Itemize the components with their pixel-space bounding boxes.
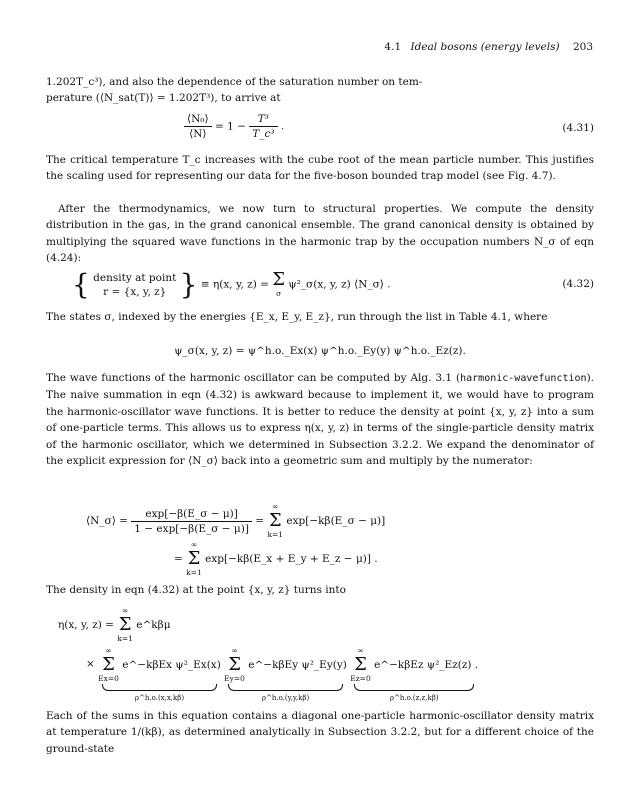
sum-sign: Σ	[268, 510, 282, 531]
para6-text: The density in eqn (4.32) at the point {x, y, z} turns into	[46, 584, 346, 596]
eta-term: e^kβμ	[136, 619, 171, 631]
eq431-lhs-fraction	[184, 112, 212, 141]
paragraph-6	[46, 582, 594, 598]
eta-x-group	[98, 646, 221, 702]
sum-sign: Σ	[354, 654, 367, 675]
para5-text-a: The wave functions of the harmonic oscillator can be computed by Alg. 3.1 (	[46, 372, 461, 384]
eta-sumx-upper: ∞	[105, 646, 112, 655]
eq432-brace-line1: density at point	[93, 271, 177, 284]
eq431-rhs-fraction	[249, 112, 277, 141]
eta-termy: e^−kβEy ψ²_Ey(y)	[248, 659, 347, 671]
page-number: 203	[572, 41, 593, 53]
geo-num: exp[−β(E_σ − μ)]	[131, 507, 252, 522]
geo-sum2-upper: ∞	[190, 540, 198, 549]
eq-psi-text: ψ_σ(x, y, z) = ψ^h.o._Ex(x) ψ^h.o._Ey(y) ψ^h.o._Ez(z).	[174, 345, 466, 357]
eq432-number: (4.32)	[562, 278, 594, 290]
geo-den: 1 − exp[−β(E_σ − μ)]	[134, 522, 249, 535]
sum-sign: Σ	[187, 548, 201, 569]
geo-term1: exp[−kβ(E_σ − μ)]	[286, 515, 386, 527]
eq431-rhs-num: T³	[249, 112, 277, 127]
paragraph-4	[46, 309, 594, 325]
eq432-brace-content	[93, 271, 176, 299]
equation-4-32	[46, 268, 594, 304]
eta-sumy-lower: Ey=0	[224, 674, 245, 683]
eq432-term: ψ²_σ(x, y, z) ⟨N_σ⟩ .	[288, 278, 391, 291]
equation-eta	[46, 606, 594, 706]
underbrace-y-label: ρ^h.o.(y,y,kβ)	[261, 694, 310, 702]
para1-line1: 1.202T_c³), and also the dependence of the saturation number on tem-	[46, 76, 423, 88]
geo-sum2-lower: k=1	[186, 568, 202, 577]
eq431-tail: .	[280, 120, 285, 133]
underbrace-z	[354, 684, 474, 691]
geo-line2-eq: =	[174, 553, 183, 565]
eta-sum-upper: ∞	[121, 606, 129, 615]
sum-sign: Σ	[272, 268, 286, 290]
equation-geometric	[46, 500, 594, 576]
eta-sumy-upper: ∞	[231, 646, 238, 655]
eta-sumz-lower: Ez=0	[350, 674, 371, 683]
eq432-right-brace: }	[179, 268, 198, 301]
paragraph-7	[46, 708, 594, 757]
geo-fraction	[131, 507, 252, 536]
sum-sign: Σ	[102, 654, 115, 675]
eq432-left-brace: {	[72, 268, 90, 301]
eta-sumz-upper: ∞	[357, 646, 364, 655]
eq431-lhs-num: ⟨N₀⟩	[184, 112, 212, 127]
para1-line2: perature (⟨N_sat(T)⟩ = 1.202T³), to arrive at	[46, 92, 281, 105]
eta-z-group	[350, 646, 478, 702]
paragraph-2	[46, 152, 594, 185]
geo-eq: =	[255, 515, 265, 527]
equation-4-31	[46, 112, 594, 152]
geo-lhs: ⟨N_σ⟩ =	[86, 515, 128, 527]
running-header	[384, 41, 593, 53]
eq432-brace-line2: r = {x, y, z}	[103, 285, 167, 298]
eq431-number: (4.31)	[562, 122, 594, 134]
eq432-rhs: ≡ η(x, y, z) =	[200, 278, 269, 291]
eta-sum-z	[350, 646, 370, 684]
eta-sum-k	[117, 606, 133, 644]
geo-term2: exp[−kβ(E_x + E_y + E_z − μ)] .	[205, 553, 378, 565]
eta-times: ×	[86, 658, 95, 670]
eq432-sum	[272, 268, 286, 299]
eta-sum-x	[98, 646, 119, 684]
paragraph-1	[46, 74, 594, 107]
eta-y-group	[224, 646, 347, 702]
eq431-lhs-den: ⟨N⟩	[189, 128, 207, 140]
para5-text-b: ). The naive summation in eqn (4.32) is awkward because to implement it, we would have to program the harmonic-oscillator wave functions. It is better to reduce the density at point {x, y, z} into a sum of one-particle terms. This allows us to express η(x, y, z) in terms of the single-particle density matrix of the harmonic oscillator, which we determined in Subsection 3.2.2. We expand the denominator of the explicit expression for ⟨N_σ⟩ back into a geometric sum and multiply by the numerator:	[46, 372, 594, 468]
para4-text: The states σ, indexed by the energies {E_x, E_y, E_z}, run through the list in Table 4.1, where	[46, 311, 548, 323]
eta-lhs: η(x, y, z) =	[58, 619, 114, 631]
para2-text: The critical temperature T_c increases with the cube root of the mean particle number. This justifies the scaling used for representing our data for the five-boson bounded trap model (see Fig. 4.7).	[46, 154, 594, 183]
geo-sum-lower: k=1	[267, 530, 284, 539]
eq431-rhs-den: T_c³	[252, 128, 275, 140]
para7-text: Each of the sums in this equation contains a diagonal one-particle harmonic-oscillator density matrix at temperature 1/(kβ), as determined analytically in Subsection 3.2.2, but for a different choice of the ground-state	[46, 710, 594, 755]
sum-sign: Σ	[228, 654, 241, 675]
eq432-sum-lower: σ	[276, 288, 282, 298]
equation-psi	[46, 345, 594, 357]
underbrace-x-label: ρ^h.o.(x,x,kβ)	[134, 694, 185, 702]
eta-sum-lower: k=1	[117, 634, 133, 643]
paragraph-3	[46, 201, 594, 267]
underbrace-z-label: ρ^h.o.(z,z,kβ)	[389, 694, 439, 702]
eta-termz: e^−kβEz ψ²_Ez(z) .	[374, 659, 479, 671]
geo-sum-2	[186, 540, 202, 578]
eta-sum-y	[224, 646, 245, 684]
sum-sign: Σ	[118, 614, 132, 635]
underbrace-y	[228, 684, 343, 691]
para3-text: After the thermodynamics, we now turn to structural properties. We compute the density distribution in the gas, in the grand canonical ensemble. The grand canonical density is obtained by multiplying the squared wave functions in the harmonic trap by the occupation numbers N_σ of eqn (4.24):	[46, 203, 594, 265]
eq431-mid: = 1 −	[214, 120, 246, 133]
eta-sumx-lower: Ex=0	[98, 674, 119, 683]
section-number: 4.1	[384, 41, 402, 53]
paragraph-5	[46, 370, 594, 469]
eta-termx: e^−kβEx ψ²_Ex(x)	[122, 659, 221, 671]
algorithm-name: harmonic-wavefunction	[460, 373, 587, 384]
geo-sum-1	[267, 502, 283, 540]
chapter-title: Ideal bosons (energy levels)	[410, 41, 560, 53]
underbrace-x	[102, 684, 217, 691]
geo-sum-upper: ∞	[272, 502, 279, 511]
